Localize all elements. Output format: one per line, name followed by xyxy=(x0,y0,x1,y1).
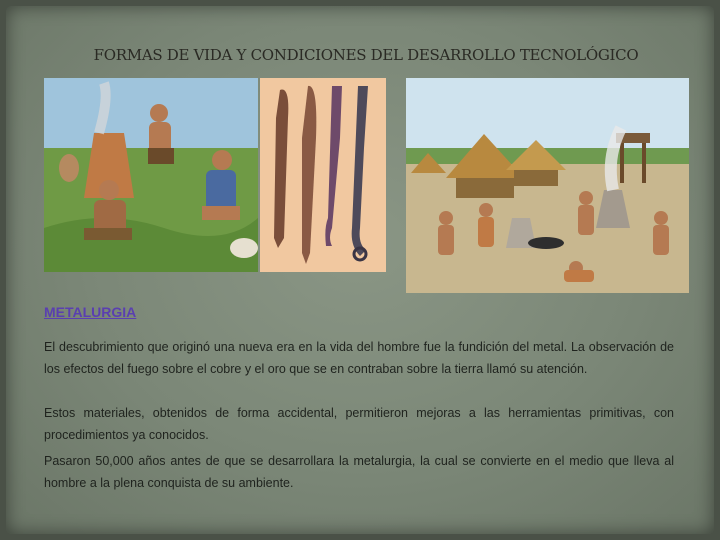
slide-title: FORMAS DE VIDA Y CONDICIONES DEL DESARROLLO TECNOLÓGICO xyxy=(93,46,639,64)
metalworkers-illustration xyxy=(44,78,258,272)
section-heading: METALURGIA xyxy=(44,304,137,320)
paragraph: Estos materiales, obtenidos de forma accidental, permitieron mejoras a las herramientas primitivas, con procedimientos ya conocidos. xyxy=(44,406,674,442)
prehistoric-village-illustration xyxy=(406,78,689,293)
bronze-blades-illustration xyxy=(260,78,386,272)
paragraph: Pasaron 50,000 años antes de que se desarrollara la metalurgia, la cual se convierte en el medio que lleva al hombre a la plena conquista de su ambiente. xyxy=(44,454,674,490)
slide xyxy=(6,6,714,534)
paragraph: El descubrimiento que originó una nueva era en la vida del hombre fue la fundición del metal. La observación de los efectos del fuego sobre el cobre y el oro que se en contraban sobre la tierra llamó su atención. xyxy=(44,340,674,376)
